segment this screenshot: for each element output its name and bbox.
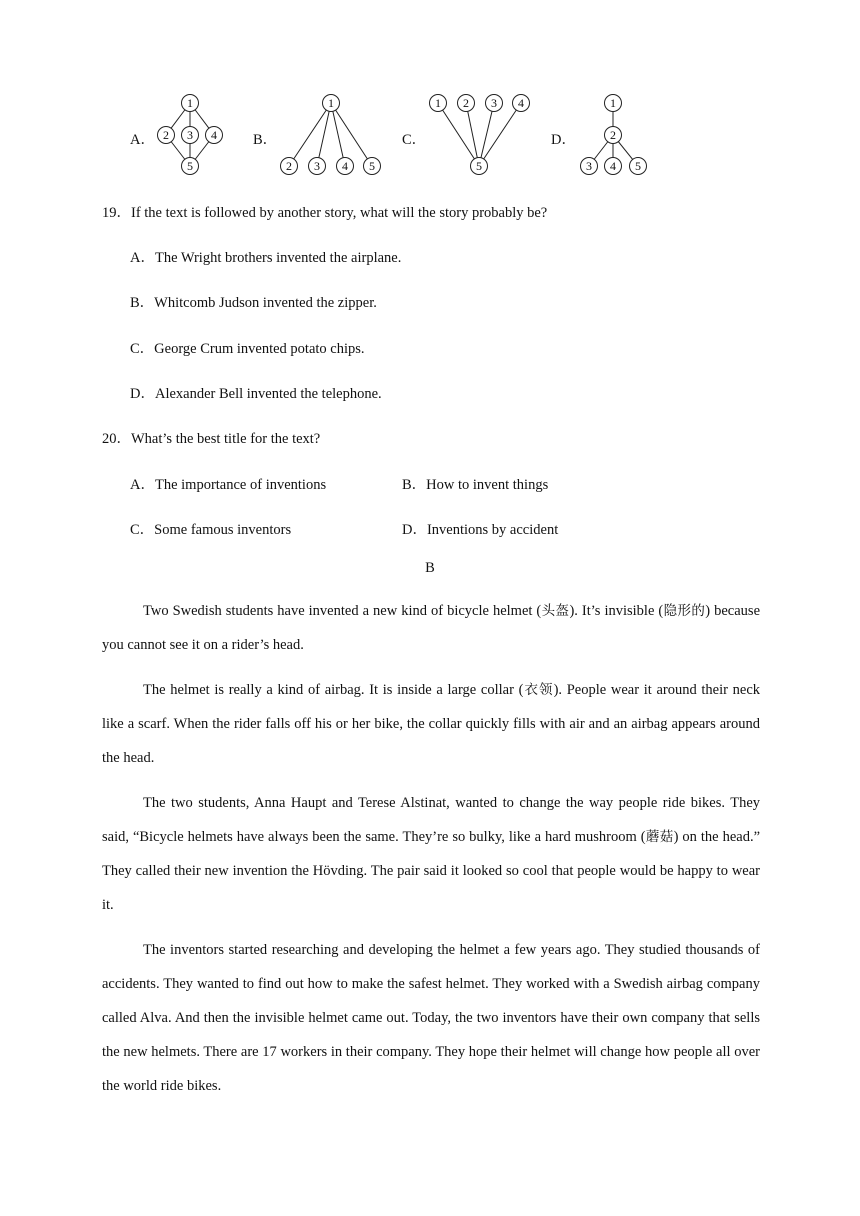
diagram-node [182,95,199,112]
q19-stem: 19．If the text is followed by another story, what will the story probably be? [102,205,548,221]
q20-option-d: D．Inventions by accident [402,522,559,538]
diagram-node [364,158,381,175]
diagram-node [206,127,223,144]
q18-option-a-letter: A． [130,132,155,148]
svg-text:5: 5 [369,159,375,173]
q19-option-b: B．Whitcomb Judson invented the zipper. [130,295,377,311]
svg-text:3: 3 [314,159,320,173]
diagram-node [605,95,622,112]
diagram-node [323,95,340,112]
diagram-node [581,158,598,175]
svg-text:2: 2 [463,96,469,110]
q18-option-d-diagram [576,92,652,176]
q20-option-b: B．How to invent things [402,477,549,493]
svg-text:1: 1 [610,96,616,110]
passage-paragraph-3: The two students, Anna Haupt and Terese Alstinat, wanted to change the way people ride bikes. They said, “Bicycle helmets have always been the same. They’re so bulky, like a hard mushroom (蘑菇) on the head.” They called their new invention the Hövding. The pair said it looked so cool that people would be happy to wear it. [102,795,760,913]
q19-option-c: C．George Crum invented potato chips. [130,341,365,357]
svg-text:2: 2 [163,128,169,142]
diagram-node [605,127,622,144]
diagram-node [182,158,199,175]
diagram-node [158,127,175,144]
passage-heading: B [425,560,435,576]
svg-text:5: 5 [187,159,193,173]
passage-paragraph-4: The inventors started researching and developing the helmet a few years ago. They studied thousands of accidents. They wanted to find out how to make the safest helmet. They worked with a Swedish airbag company called Alva. And then the invisible helmet came out. Today, the two inventors have their own company that sells the new helmets. There are 17 workers in their company. They hope their helmet will change how people all over the world ride bikes. [102,942,760,1094]
q19-option-d: D．Alexander Bell invented the telephone. [130,386,382,402]
q20-option-c: C．Some famous inventors [130,522,292,538]
svg-text:3: 3 [187,128,193,142]
q18-option-c-diagram [425,92,535,176]
q18-option-c-letter: C． [402,132,427,148]
svg-text:1: 1 [328,96,334,110]
svg-text:4: 4 [610,159,616,173]
svg-text:1: 1 [435,96,441,110]
passage-paragraph-1: Two Swedish students have invented a new kind of bicycle helmet (头盔). It’s invisible (隐形的) because you cannot see it on a rider’s head. [102,603,761,653]
svg-text:3: 3 [586,159,592,173]
diagram-node [309,158,326,175]
diagram-node [486,95,503,112]
q18-option-d-letter: D． [551,132,576,148]
q18-diagram-options [0,92,860,182]
diagram-node [513,95,530,112]
svg-text:4: 4 [518,96,524,110]
diagram-node [471,158,488,175]
diagram-node [605,158,622,175]
svg-text:2: 2 [286,159,292,173]
diagram-node [182,127,199,144]
q18-option-b-letter: B． [253,132,278,148]
svg-text:3: 3 [491,96,497,110]
q20-stem: 20．What’s the best title for the text? [102,431,321,447]
passage-paragraph-2: The helmet is really a kind of airbag. It is inside a large collar (衣领). People wear it around their neck like a scarf. When the rider falls off his or her bike, the collar quickly fills with air and an airbag appears around the head. [102,682,760,766]
diagram-node [430,95,447,112]
q18-option-b-diagram [276,92,386,176]
svg-text:1: 1 [187,96,193,110]
q18-option-a-diagram [152,92,228,176]
q19-option-a: A．The Wright brothers invented the airplane. [130,250,402,266]
svg-text:4: 4 [342,159,348,173]
diagram-node [337,158,354,175]
svg-text:4: 4 [211,128,217,142]
svg-text:5: 5 [635,159,641,173]
svg-text:5: 5 [476,159,482,173]
diagram-node [630,158,647,175]
q20-option-a: A．The importance of inventions [130,477,327,493]
diagram-node [458,95,475,112]
svg-text:2: 2 [610,128,616,142]
diagram-node [281,158,298,175]
